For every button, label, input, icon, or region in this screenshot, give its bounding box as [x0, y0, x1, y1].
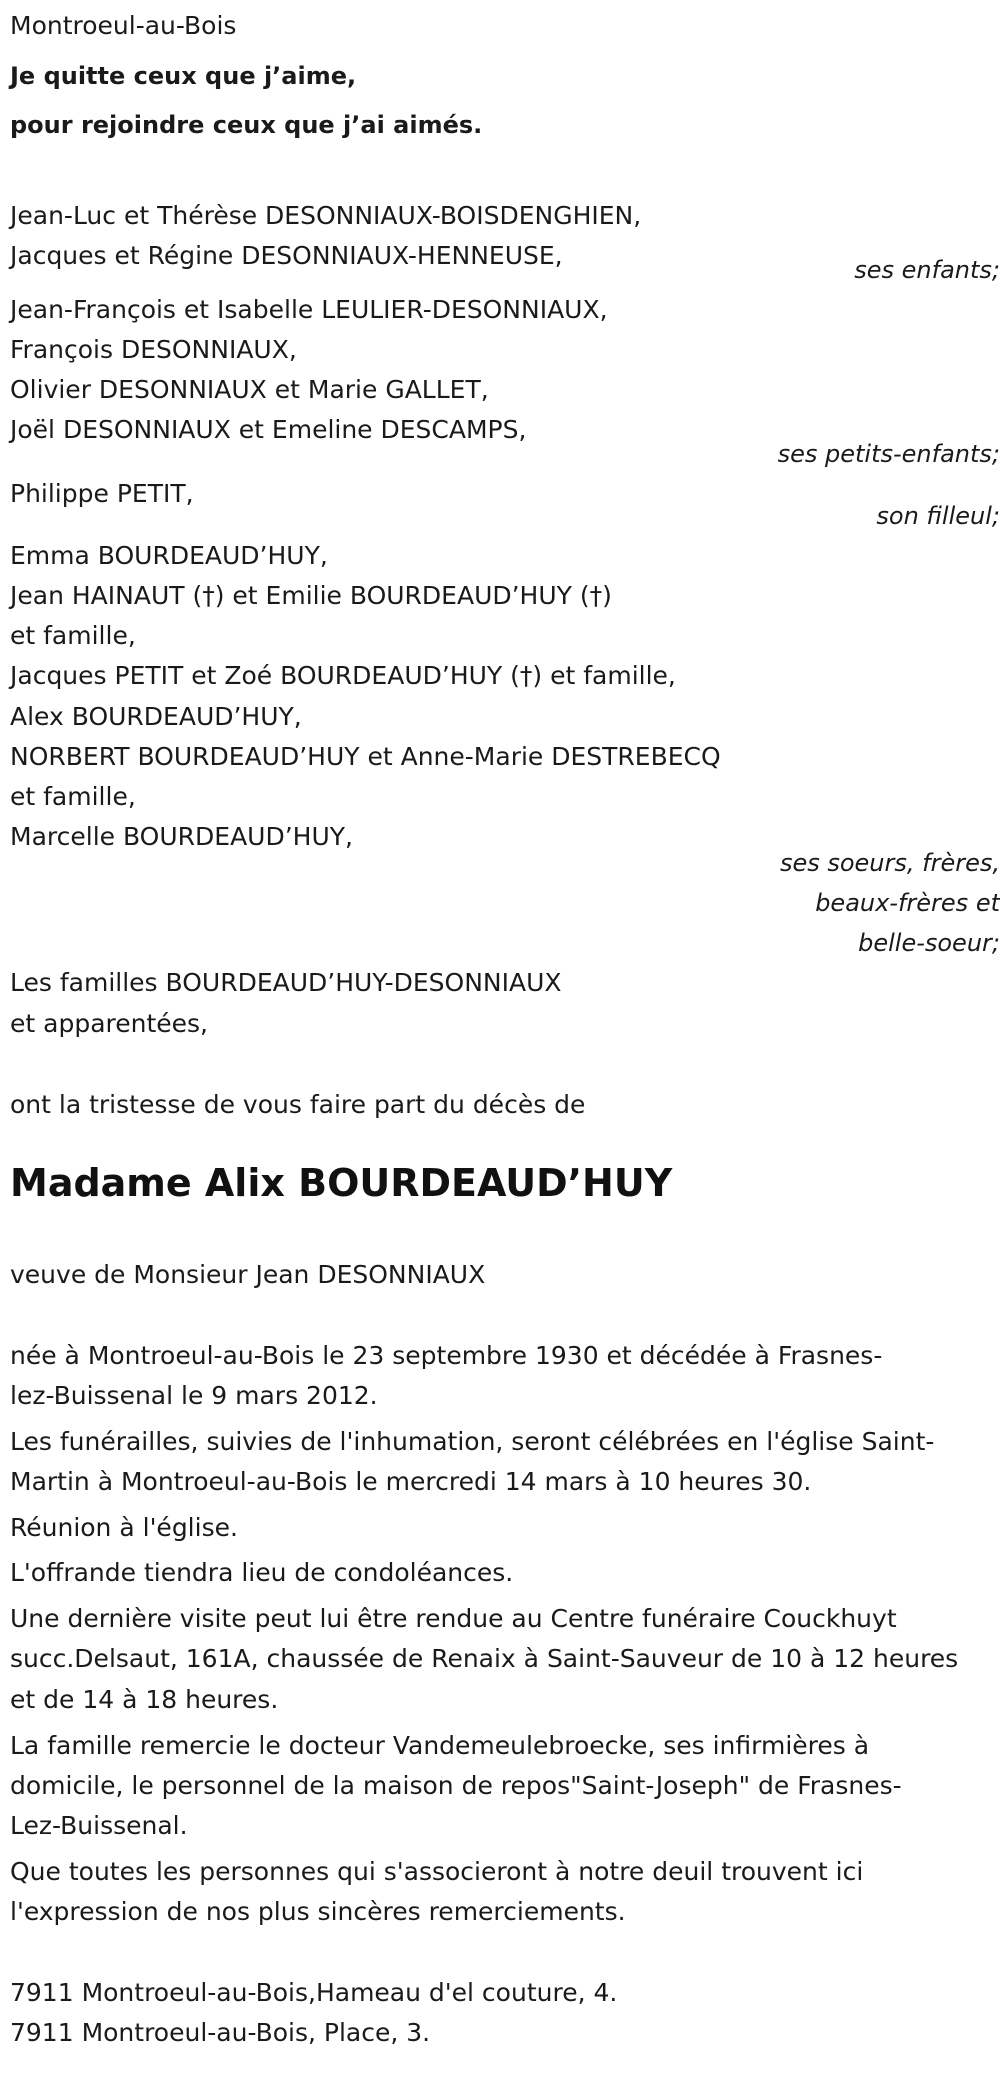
child-line: Jacques et Régine DESONNIAUX-HENNEUSE, [10, 241, 563, 270]
role-siblings: ses soeurs, frères, [779, 849, 1000, 877]
address-line: 7911 Montroeul-au-Bois, Place, 3. [10, 2018, 431, 2047]
role-children: ses enfants; [854, 256, 1000, 284]
families-line: Les familles BOURDEAUD’HUY-DESONNIAUX [10, 968, 562, 997]
visit-line: et de 14 à 18 heures. [10, 1685, 279, 1714]
role-grandchildren: ses petits-enfants; [777, 440, 1000, 468]
role-siblings: belle-soeur; [858, 929, 1000, 957]
quote-line-2: pour rejoindre ceux que j’ai aimés. [10, 111, 483, 139]
sibling-line: Alex BOURDEAUD’HUY, [10, 702, 302, 731]
closing-line: l'expression de nos plus sincères remerciements. [10, 1897, 626, 1926]
grandchild-line: Jean-François et Isabelle LEULIER-DESONNIAUX, [10, 295, 608, 324]
thanks-line: domicile, le personnel de la maison de repos"Saint-Joseph" de Frasnes- [10, 1771, 902, 1800]
quote-line-1: Je quitte ceux que j’aime, [10, 62, 357, 90]
town-heading: Montroeul-au-Bois [10, 11, 237, 40]
birth-death-line: née à Montroeul-au-Bois le 23 septembre 1930 et décédée à Frasnes- [10, 1341, 883, 1370]
sibling-line: Jacques PETIT et Zoé BOURDEAUD’HUY (†) et famille, [10, 661, 676, 690]
child-line: Jean-Luc et Thérèse DESONNIAUX-BOISDENGHIEN, [10, 201, 642, 230]
role-godson: son filleul; [876, 502, 1000, 530]
closing-line: Que toutes les personnes qui s'associeront à notre deuil trouvent ici [10, 1857, 864, 1886]
meeting-line: Réunion à l'église. [10, 1513, 238, 1542]
visit-line: Une dernière visite peut lui être rendue au Centre funéraire Couckhuyt [10, 1604, 897, 1633]
announcement-text: ont la tristesse de vous faire part du décès de [10, 1090, 586, 1119]
grandchild-line: François DESONNIAUX, [10, 335, 297, 364]
offering-line: L'offrande tiendra lieu de condoléances. [10, 1558, 514, 1587]
birth-death-line: lez-Buissenal le 9 mars 2012. [10, 1381, 378, 1410]
grandchild-line: Olivier DESONNIAUX et Marie GALLET, [10, 375, 489, 404]
sibling-line: NORBERT BOURDEAUD’HUY et Anne-Marie DESTREBECQ [10, 742, 721, 771]
funeral-line: Les funérailles, suivies de l'inhumation, seront célébrées en l'église Saint- [10, 1427, 935, 1456]
funeral-line: Martin à Montroeul-au-Bois le mercredi 14 mars à 10 heures 30. [10, 1467, 812, 1496]
visit-line: succ.Delsaut, 161A, chaussée de Renaix à Saint-Sauveur de 10 à 12 heures [10, 1644, 959, 1673]
sibling-line: Jean HAINAUT (†) et Emilie BOURDEAUD’HUY (†) [10, 581, 612, 610]
sibling-line: et famille, [10, 621, 136, 650]
widow-of: veuve de Monsieur Jean DESONNIAUX [10, 1260, 486, 1289]
deceased-name: Madame Alix BOURDEAUD’HUY [10, 1161, 673, 1205]
grandchild-line: Joël DESONNIAUX et Emeline DESCAMPS, [10, 415, 527, 444]
role-siblings: beaux-frères et [815, 889, 1000, 917]
godson-line: Philippe PETIT, [10, 479, 194, 508]
obituary-notice [10, 0, 1000, 2075]
sibling-line: Emma BOURDEAUD’HUY, [10, 541, 328, 570]
address-line: 7911 Montroeul-au-Bois,Hameau d'el couture, 4. [10, 1978, 618, 2007]
sibling-line: et famille, [10, 782, 136, 811]
thanks-line: La famille remercie le docteur Vandemeulebroecke, ses infirmières à [10, 1731, 870, 1760]
thanks-line: Lez-Buissenal. [10, 1811, 188, 1840]
families-line: et apparentées, [10, 1009, 208, 1038]
sibling-line: Marcelle BOURDEAUD’HUY, [10, 822, 353, 851]
